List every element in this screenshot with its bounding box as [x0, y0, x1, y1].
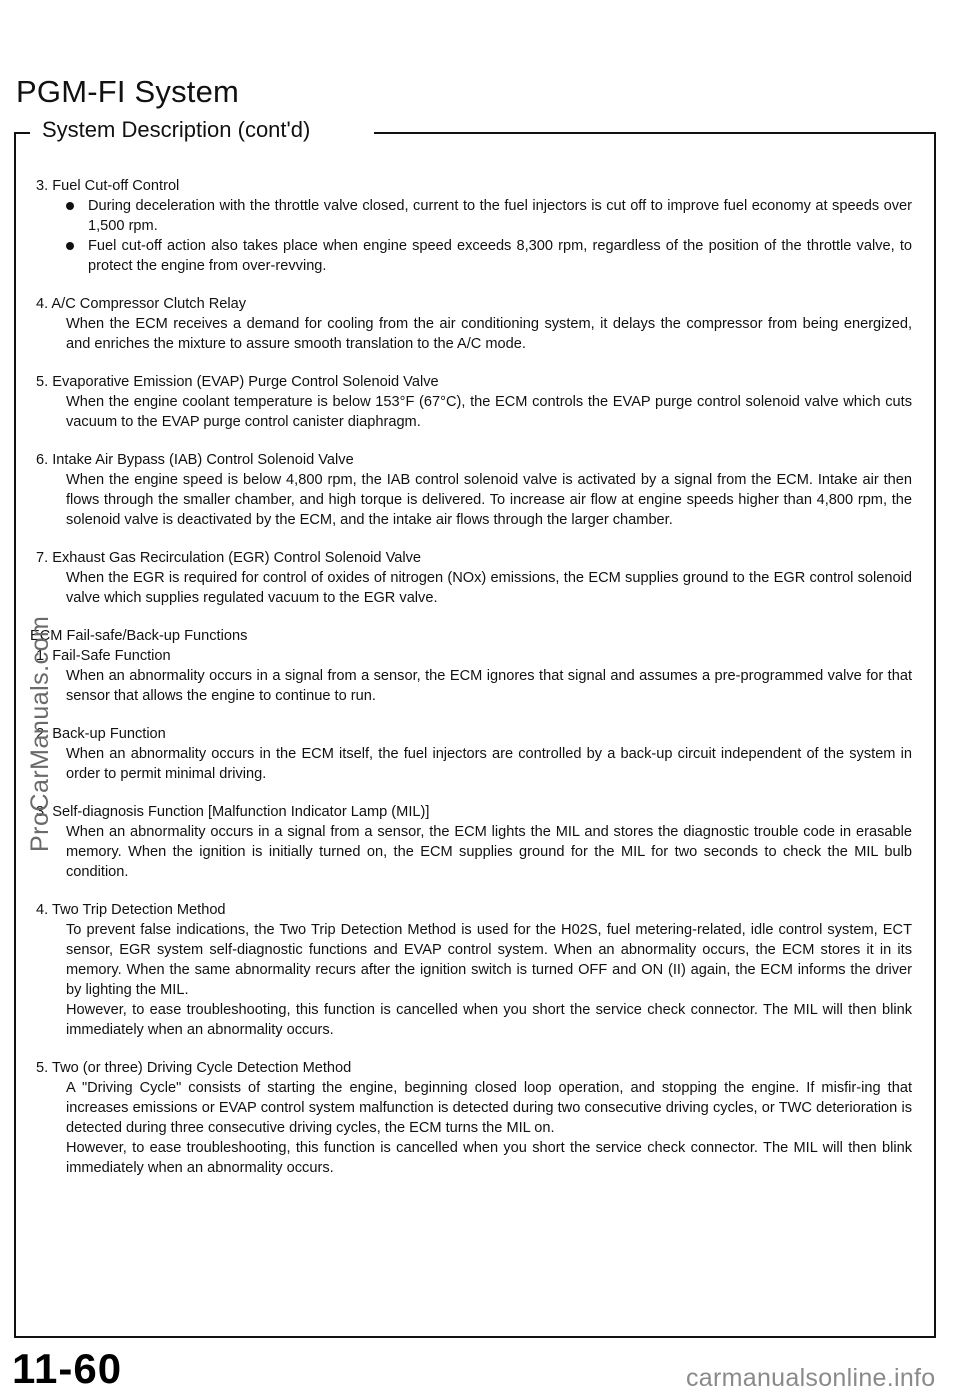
- item-two-trip: [36, 900, 912, 1040]
- item-heading: 5. Evaporative Emission (EVAP) Purge Control Solenoid Valve: [36, 374, 439, 390]
- section-title: System Description (cont'd): [38, 117, 314, 143]
- item-paragraph: To prevent false indications, the Two Trip Detection Method is used for the H02S, fuel metering-related, idle control system, ECT sensor, EGR system self-diagnostic functions and EVAP control system. When an abnormality occurs, the ECM stores it in its memory. When the same abnormality recurs after the ignition switch is turned OFF and ON (II) again, the ECM informs the driver by lighting the MIL.: [66, 922, 912, 998]
- item-self-diagnosis: [36, 802, 912, 882]
- frame-rule-left: [14, 132, 30, 134]
- item-evap-purge: [36, 372, 912, 432]
- item-paragraph: When the engine coolant temperature is below 153°F (67°C), the ECM controls the EVAP purge control solenoid valve which cuts vacuum to the EVAP purge control canister diaphragm.: [66, 394, 912, 430]
- item-heading: 5. Two (or three) Driving Cycle Detection Method: [36, 1060, 352, 1076]
- document-body: [30, 176, 912, 1178]
- page-number: 11-60: [12, 1345, 123, 1392]
- item-heading: 6. Intake Air Bypass (IAB) Control Solenoid Valve: [36, 452, 354, 468]
- watermark-text: ProCarManuals.com: [26, 615, 54, 852]
- bullet-text: During deceleration with the throttle valve closed, current to the fuel injectors is cut off to improve fuel economy at speeds over 1,500 rpm.: [88, 198, 912, 234]
- item-iab-valve: [36, 450, 912, 530]
- item-driving-cycle: [36, 1058, 912, 1178]
- bullet-item: [36, 236, 912, 276]
- item-paragraph: When an abnormality occurs in the ECM itself, the fuel injectors are controlled by a back-up circuit independent of the system in order to permit minimal driving.: [66, 746, 912, 782]
- bullet-text: Fuel cut-off action also takes place when engine speed exceeds 8,300 rpm, regardless of the position of the throttle valve, to protect the engine from over-revving.: [88, 238, 912, 274]
- item-paragraph: When the ECM receives a demand for cooling from the air conditioning system, it delays the compressor from being energized, and enriches the mixture to assure smooth translation to the A/C mode.: [66, 316, 912, 352]
- item-ac-relay: [36, 294, 912, 354]
- item-heading: 3. Fuel Cut-off Control: [36, 178, 180, 194]
- item-back-up: [36, 724, 912, 784]
- item-heading: 4. A/C Compressor Clutch Relay: [36, 296, 247, 312]
- item-paragraph: When an abnormality occurs in a signal from a sensor, the ECM ignores that signal and assumes a pre-programmed valve for that sensor that allows the engine to continue to run.: [66, 668, 912, 704]
- item-egr-valve: [36, 548, 912, 608]
- item-heading: 1. Fail-Safe Function: [36, 648, 171, 664]
- bullet-item: [36, 196, 912, 236]
- item-paragraph: When an abnormality occurs in a signal from a sensor, the ECM lights the MIL and stores the diagnostic trouble code in erasable memory. When the ignition is initially turned on, the ECM supplies ground for the MIL for two seconds to check the MIL bulb condition.: [66, 824, 912, 880]
- item-paragraph-note: However, to ease troubleshooting, this function is cancelled when you short the service check connector. The MIL will then blink immediately when an abnormality occurs.: [66, 1140, 912, 1176]
- item-heading: 4. Two Trip Detection Method: [36, 902, 226, 918]
- item-heading: 2. Back-up Function: [36, 726, 166, 742]
- bullet-dot-icon: [66, 202, 74, 210]
- item-heading: 3. Self-diagnosis Function [Malfunction Indicator Lamp (MIL)]: [36, 804, 430, 820]
- bullet-dot-icon: [66, 242, 74, 250]
- footer-site-text: carmanualsonline.info: [686, 1364, 936, 1392]
- item-heading: 7. Exhaust Gas Recirculation (EGR) Control Solenoid Valve: [36, 550, 422, 566]
- item-paragraph: When the engine speed is below 4,800 rpm, the IAB control solenoid valve is activated by a signal from the ECM. Intake air then flows through the smaller chamber, and high torque is delivered. To increase air flow at engine speeds higher than 4,800 rpm, the solenoid valve is deactivated by the ECM, and the intake air flows through the larger chamber.: [66, 472, 912, 528]
- item-paragraph: When the EGR is required for control of oxides of nitrogen (NOx) emissions, the ECM supplies ground to the EGR control solenoid valve which supplies regulated vacuum to the EGR valve.: [66, 570, 912, 606]
- item-paragraph-note: However, to ease troubleshooting, this function is cancelled when you short the service check connector. The MIL will then blink immediately when an abnormality occurs.: [66, 1002, 912, 1038]
- page-title: PGM-FI System: [16, 74, 240, 109]
- item-paragraph: A "Driving Cycle" consists of starting the engine, beginning closed loop operation, and stopping the engine. If misfir-ing that increases emissions or EVAP control system malfunction is detected during two consecutive driving cycles, or TWC deterioration is detected during three consecutive driving cycles, the ECM turns the MIL on.: [66, 1080, 912, 1136]
- ecm-functions-heading: ECM Fail-safe/Back-up Functions: [30, 628, 248, 644]
- item-fuel-cut-off: [36, 176, 912, 276]
- item-fail-safe: [36, 646, 912, 706]
- frame-rule-right: [374, 132, 934, 134]
